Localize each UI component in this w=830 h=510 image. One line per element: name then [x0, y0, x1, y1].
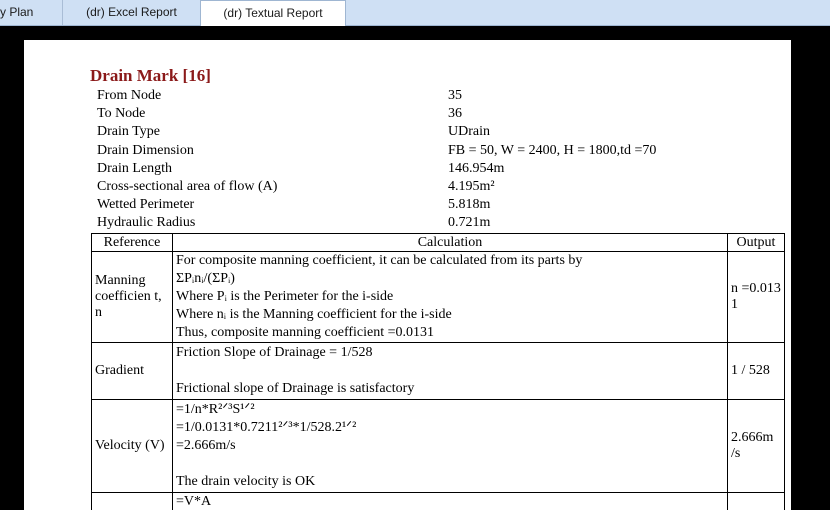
property-row [97, 214, 791, 232]
header-output: Output [728, 234, 785, 252]
header-reference: Reference [92, 234, 173, 252]
reference-cell [92, 493, 173, 510]
calc-line: Where nᵢ is the Manning coefficient for the i-side [176, 306, 724, 324]
property-value: 146.954m [448, 160, 504, 178]
calculation-cell [173, 343, 728, 400]
reference-cell: Velocity (V) [92, 400, 173, 493]
reference-cell: Manning coefficien t, n [92, 252, 173, 343]
property-value: 36 [448, 105, 462, 123]
property-row [97, 87, 791, 105]
calc-line: Frictional slope of Drainage is satisfactory [176, 380, 724, 398]
calc-line: Thus, composite manning coefficient =0.0131 [176, 324, 724, 342]
calc-line: The drain velocity is OK [176, 473, 724, 491]
reference-cell: Gradient [92, 343, 173, 400]
calculation-cell [173, 493, 728, 510]
output-cell: 2.666m /s [728, 400, 785, 493]
property-row [97, 142, 791, 160]
calc-line: Friction Slope of Drainage = 1/528 [176, 344, 724, 362]
table-row [92, 252, 785, 343]
property-label: Drain Dimension [97, 142, 194, 160]
tab-excel-report[interactable]: (dr) Excel Report [62, 0, 200, 25]
property-label: Wetted Perimeter [97, 196, 194, 214]
property-value: 5.818m [448, 196, 490, 214]
calc-line: For composite manning coefficient, it can be calculated from its parts by [176, 252, 724, 270]
output-cell [728, 493, 785, 510]
property-list [97, 87, 791, 233]
property-value: UDrain [448, 123, 490, 141]
property-label: Drain Type [97, 123, 160, 141]
calc-line [176, 455, 724, 473]
calc-line: =1/n*R²ᐟ³S¹ᐟ² [176, 401, 724, 419]
property-value: 4.195m² [448, 178, 495, 196]
calc-line [176, 362, 724, 380]
output-cell: n =0.013 1 [728, 252, 785, 343]
tab-bar [0, 0, 830, 26]
property-value: 35 [448, 87, 462, 105]
property-row [97, 196, 791, 214]
property-row [97, 123, 791, 141]
calculation-table [91, 233, 785, 510]
calc-line: Where Pᵢ is the Perimeter for the i-side [176, 288, 724, 306]
header-calculation: Calculation [173, 234, 728, 252]
property-row [97, 105, 791, 123]
report-page [24, 40, 791, 510]
property-label: Drain Length [97, 160, 172, 178]
property-row [97, 160, 791, 178]
property-label: To Node [97, 105, 145, 123]
property-value: 0.721m [448, 214, 490, 232]
table-row [92, 400, 785, 493]
calc-line: =1/0.0131*0.7211²ᐟ³*1/528.2¹ᐟ² [176, 419, 724, 437]
property-label: Hydraulic Radius [97, 214, 195, 232]
calc-line: =V*A [176, 493, 724, 510]
calc-line: =2.666m/s [176, 437, 724, 455]
table-header-row [92, 234, 785, 252]
report-title: Drain Mark [16] [90, 66, 211, 86]
table-row [92, 343, 785, 400]
tab-plan[interactable]: y Plan [0, 0, 62, 25]
output-cell: 1 / 528 [728, 343, 785, 400]
calc-line: ΣPᵢnᵢ/(ΣPᵢ) [176, 270, 724, 288]
table-row [92, 493, 785, 510]
property-label: From Node [97, 87, 161, 105]
property-label: Cross-sectional area of flow (A) [97, 178, 277, 196]
property-row [97, 178, 791, 196]
calculation-cell [173, 400, 728, 493]
property-value: FB = 50, W = 2400, H = 1800,td =70 [448, 142, 656, 160]
calculation-cell [173, 252, 728, 343]
tab-textual-report[interactable]: (dr) Textual Report [200, 0, 346, 26]
